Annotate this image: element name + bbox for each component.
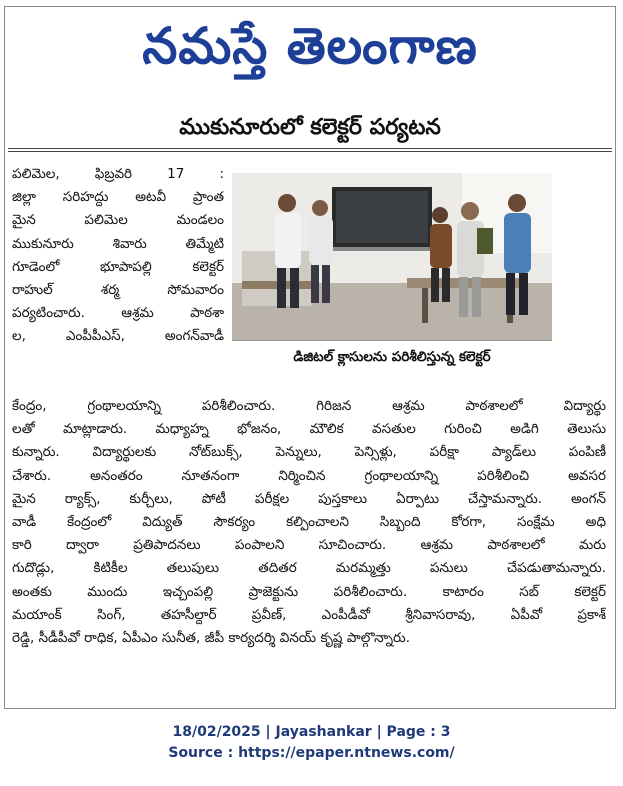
text-line: పర్యటించారు. ఆశ్రమ పాఠశా (12, 305, 224, 322)
text-line: కేంద్రం, గ్రంథాలయాన్ని పరిశీలించారు. గిరిజన ఆశ్రమ పాఠశాలలో విద్యార్థు (12, 398, 606, 414)
text-line: మయాంక్ సింగ్, తహసీల్దార్ ప్రవీణ్, ఎంపీడీవో శ్రీనివాసరావు, ఏపీవో ప్రకాశ్ (12, 606, 606, 623)
photo-caption: డిజిటల్ క్లాసులను పరిశీలిస్తున్న కలెక్టర్ (232, 340, 552, 373)
headline-rule-2 (8, 151, 612, 152)
edition-info: 18/02/2025 | Jayashankar | Page : 3 (172, 724, 451, 740)
article-column-text (12, 163, 224, 349)
headline-rule (8, 148, 612, 149)
text-line: రాహుల్ శర్మ సోమవారం (12, 281, 224, 298)
text-line: అంతకు ముందు ఇచ్చంపల్లి ప్రాజెక్టును పరిశీలించారు. కాటారం సబ్ కలెక్టర్ (12, 583, 606, 600)
text-line: రెడ్డి, సీడీపీవో రాధిక, ఏపీఎం సునీత, జీపీ కార్యదర్శి వినయ్ కృష్ణ పాల్గొన్నారు. (12, 629, 411, 646)
article-body-text (12, 395, 606, 650)
text-line: కున్నారు. విద్యార్థులకు నోట్‌బుక్స్, పెన్నులు, పెన్సిళ్లు, పరీక్షా ప్యాడ్‌లు పంపిణీ (12, 444, 606, 461)
text-line: గుదొడ్లు, కిటికీల తలుపులు తదితర మరమ్మత్తు పనులు చేపడుతామన్నారు. (12, 560, 606, 577)
text-line: చేశారు. అనంతరం నూతనంగా నిర్మించిన గ్రంథాలయాన్ని పరిశీలించి అవసర (12, 467, 606, 484)
text-line: వాడీ కేంద్రంలో విద్యుత్ సౌకర్యం కల్పించాలని సిబ్బంది కోరగా, సంక్షేమ అధి (12, 513, 606, 530)
article-headline: ముకునూరులో కలెక్టర్ పర్యటన (179, 115, 441, 140)
source-url[interactable]: Source : https://epaper.ntnews.com/ (168, 745, 455, 761)
classroom-photo-illustration (232, 173, 552, 340)
text-line: మైన పలిమెల మండలం (12, 212, 224, 229)
text-line: కారి ద్వారా ప్రతిపాదనలు పంపాలని సూచించారు. ఆశ్రమ పాఠశాలలో మరు (12, 537, 606, 554)
text-line: ముకునూరు శివారు తిమ్మేటి (12, 235, 224, 252)
text-line: గూడెంలో భూపాపల్లి కలెక్టర్ (12, 258, 224, 275)
text-line: మైన ర్యాక్స్, కుర్చీలు, పోటీ పరీక్షల పుస్తకాలు ఏర్పాటు చేస్తామన్నారు. అంగన్ (12, 490, 606, 507)
text-line: పలిమెల, ఫిబ్రవరి 17 : (12, 166, 224, 182)
text-line: జిల్లా సరిహద్దు అటవీ ప్రాంత (12, 189, 224, 206)
news-photo (232, 173, 552, 340)
newspaper-masthead: నమస్తే తెలంగాణ (142, 17, 478, 75)
text-line: లతో మాట్లాడారు. మధ్యాహ్న భోజనం, మౌలిక వసతుల గురించి అడిగి తెలుసు (12, 421, 606, 438)
text-line: ల, ఎంపీపీఎస్, అంగన్‌వాడీ (12, 328, 224, 345)
